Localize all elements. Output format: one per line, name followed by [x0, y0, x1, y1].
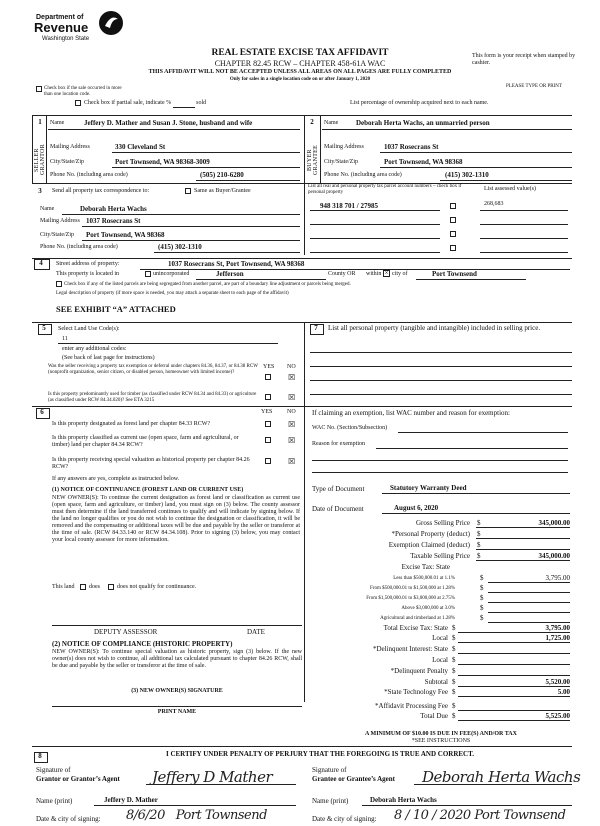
grantor-sig-label-1: Signature of: [36, 766, 71, 774]
grantor-date-label: Date & city of signing:: [36, 815, 101, 823]
corr-name[interactable]: Deborah Herta Wachs: [80, 205, 147, 213]
s6-question-1: Is this property designated as forest land per chapter 84.33 RCW?: [52, 421, 211, 427]
bracket-1-dollar: $: [480, 574, 484, 582]
subtotal-dollar: $: [452, 678, 456, 686]
unincorporated-checkbox[interactable]: [145, 271, 151, 277]
section-4-number: 4: [39, 259, 43, 267]
multi-location-label: Check box if the sale occurred in more than one location code.: [44, 86, 122, 97]
gross-value[interactable]: 345,000.00: [538, 519, 570, 527]
form-warning: THIS AFFIDAVIT WILL NOT BE ACCEPTED UNLESS ALL AREAS ON ALL PAGES ARE FULLY COMPLETED: [148, 69, 452, 75]
bracket-4-label: Above $3,000,000 at 3.0%: [401, 606, 455, 611]
notice-1-title: (1) NOTICE OF CONTINUANCE (FOREST LAND OR CURRENT USE): [52, 487, 244, 493]
personal-prop-checkbox-3[interactable]: [450, 231, 456, 237]
taxable-value[interactable]: 345,000.00: [538, 552, 570, 560]
subtotal-value[interactable]: 5,520.00: [545, 678, 570, 686]
see-instructions-note: *SEE INSTRUCTIONS: [411, 738, 471, 744]
additional-codes-label: enter any additional codes:: [62, 346, 127, 352]
agency-line2: Revenue: [34, 20, 89, 35]
local-dollar: $: [452, 634, 456, 642]
doc-type-label: Type of Document: [312, 485, 365, 493]
grantor-name-label: Name (print): [36, 797, 73, 805]
grantee-name[interactable]: Deborah Herta Wachs: [370, 796, 437, 804]
within-city-checkbox[interactable]: ×: [384, 269, 389, 277]
accounts-header: List all real and personal property tax parcel account numbers – check box if personal property: [308, 184, 462, 195]
personal-deduct-label: *Personal Property (deduct): [391, 530, 470, 538]
section-7-number: 7: [314, 324, 318, 332]
corr-city[interactable]: Port Townsend, WA 98368: [86, 231, 165, 239]
gross-dollar: $: [477, 519, 481, 527]
corr-mail-label: Mailing Address: [40, 218, 80, 224]
s5-question-1: Was the seller receiving a property tax exemption or deferral under chapters 84.36, 84.37, or 84.38 RCW (nonprofit organization, senior citizen, or disabled person, homeowner with limited income)?: [48, 364, 258, 375]
buyer-city-label: City/State/Zip: [324, 159, 358, 165]
total-state-value[interactable]: 3,795.00: [545, 624, 570, 632]
bracket-5-dollar: $: [480, 614, 484, 622]
tech-fee-label: *State Technology Fee: [384, 688, 448, 696]
total-due-dollar: $: [452, 712, 456, 720]
grantor-sig-label-2: Grantor or Grantor’s Agent: [36, 775, 120, 783]
s5-no-header: NO: [287, 364, 296, 370]
does-checkbox[interactable]: [80, 584, 86, 590]
assessed-value[interactable]: 268,683: [484, 201, 504, 207]
segregated-label: Check box if any of the listed parcels are being segregated from another parcel, are part of a boundary line adjustment or parcels being merged.: [64, 282, 351, 287]
tech-fee-value[interactable]: 5.00: [557, 688, 570, 696]
delinquent-local-label: Local: [432, 656, 448, 664]
receipt-note: This form is your receipt when stamped by cashier.: [472, 53, 576, 66]
bracket-1-value[interactable]: 3,795.00: [545, 574, 570, 582]
local-value[interactable]: 1,725.00: [545, 634, 570, 642]
reason-label: Reason for exemption: [312, 441, 365, 447]
buyer-name-label: Name: [324, 120, 339, 126]
ownership-note: List percentage of ownership acquired next to each name.: [350, 100, 489, 106]
partial-sale-checkbox[interactable]: [75, 100, 81, 106]
certify-text: I CERTIFY UNDER PENALTY OF PERJURY THAT THE FOREGOING IS TRUE AND CORRECT.: [165, 750, 474, 758]
seller-mail[interactable]: 330 Cleveland St: [115, 143, 166, 151]
legal-label: Legal description of property (if more space is needed, you may attach a separate sheet to each page of the affidavit): [56, 291, 289, 296]
land-use-label: Select Land Use Code(s):: [58, 326, 120, 332]
seller-city-label: City/State/Zip: [50, 159, 84, 165]
exemption-text: If claiming an exemption, list WAC number and reason for exemption:: [312, 409, 510, 417]
taxable-label: Taxable Selling Price: [410, 552, 470, 560]
please-type: PLEASE TYPE OR PRINT: [506, 84, 562, 89]
exemption-dollar: $: [477, 541, 481, 549]
s6-q3-yes[interactable]: [265, 458, 271, 464]
total-due-label: Total Due: [420, 712, 448, 720]
total-due-value[interactable]: 5,525.00: [545, 712, 570, 720]
subtotal-label: Subtotal: [424, 678, 448, 686]
grantee-sig-label-2: Grantee or Grantee’s Agent: [312, 775, 396, 783]
local-label: Local: [432, 634, 448, 642]
corr-name-label: Name: [40, 206, 55, 212]
agency-logo: [34, 8, 126, 48]
buyer-side-label: BUYER GRANTEE: [307, 144, 319, 176]
s5-q1-yes[interactable]: [265, 374, 271, 380]
s6-q2-yes[interactable]: [265, 437, 271, 443]
affidavit-fee-dollar: $: [452, 702, 456, 710]
s6-no-header: NO: [287, 409, 296, 415]
s6-q1-yes[interactable]: [265, 421, 271, 427]
agency-line1: Department of: [36, 14, 84, 21]
notice-2-body: NEW OWNER(S): To continue special valuation as historic property, sign (3) below. If the new owner(s) does not wish to continue, all additional tax calculated pursuant to chapter 84.26 RCW, shall be due and payable by the seller or transferor at the time of sale.: [52, 649, 302, 669]
gross-label: Gross Selling Price: [415, 519, 470, 527]
tech-fee-dollar: $: [452, 688, 456, 696]
seller-name[interactable]: Jeffery D. Mather and Susan J. Stone, husband and wife: [84, 119, 253, 127]
total-state-label: Total Excise Tax: State: [383, 624, 448, 632]
seller-city[interactable]: Port Townsend, WA 98368-3009: [115, 158, 210, 166]
s6-q2-no[interactable]: ☒: [288, 436, 296, 445]
property-city[interactable]: Port Townsend: [432, 270, 477, 278]
grantor-signature[interactable]: Jeffery D Mather: [152, 768, 273, 786]
section-6-number: 6: [40, 408, 44, 416]
grantee-signature[interactable]: Deborah Herta Wachs: [422, 768, 581, 786]
corr-phone-label: Phone No. (including area code): [40, 244, 118, 250]
correspondence-label: Send all property tax correspondence to:: [52, 188, 150, 194]
section-1-number: 1: [38, 118, 42, 126]
taxable-dollar: $: [477, 552, 481, 560]
grantee-date-label: Date & city of signing:: [312, 815, 377, 823]
bracket-3-label: From $1,500,000.01 to $3,000,000 at 2.75%: [366, 596, 455, 601]
same-as-buyer-label: Same as Buyer/Grantee: [194, 188, 251, 194]
personal-prop-checkbox-2[interactable]: [450, 217, 456, 223]
partial-sale-label: [84, 100, 206, 108]
does-not-checkbox[interactable]: [108, 584, 114, 590]
s6-yes-header: YES: [261, 409, 273, 415]
s5-q2-yes[interactable]: [265, 394, 271, 400]
s6-q1-no[interactable]: ☒: [288, 420, 296, 429]
located-in-label: This property is located in: [56, 271, 119, 277]
same-as-buyer-checkbox[interactable]: [185, 188, 191, 194]
s6-question-3: Is this property receiving special valuation as historical property per chapter 84.26 RCW?: [52, 457, 250, 470]
total-state-dollar: $: [452, 624, 456, 632]
personal-prop-checkbox-4[interactable]: [450, 245, 456, 251]
form-title: REAL ESTATE EXCISE TAX AFFIDAVIT: [211, 48, 389, 58]
seller-side-label: SELLER GRANTOR: [34, 144, 46, 176]
delinquent-interest-dollar: $: [452, 645, 456, 653]
seller-phone[interactable]: (505) 210-6280: [200, 171, 244, 179]
personal-prop-checkbox-1[interactable]: [450, 203, 456, 209]
buyer-phone-label: Phone No. (including area code): [324, 172, 402, 178]
county-label: County OR: [328, 271, 356, 277]
unincorporated-label: unincorporated: [153, 271, 190, 277]
does-not-label: does not qualify for continuance.: [117, 584, 197, 590]
wac-label: WAC No. (Section/Subsection): [312, 425, 388, 431]
does-label: does: [89, 584, 100, 590]
street-address[interactable]: 1037 Rosecrans St, Port Townsend, WA 98368: [168, 260, 305, 268]
minimum-due-note: A MINIMUM OF $10.00 IS DUE IN FEE(S) AND/OR TAX: [365, 731, 517, 737]
corr-mail[interactable]: 1037 Rosecrans St: [86, 217, 141, 225]
seller-mail-label: Mailing Address: [50, 144, 90, 150]
deputy-date-label: DATE: [247, 628, 265, 636]
segregated-checkbox[interactable]: [56, 281, 62, 287]
delinquent-interest-label: *Delinquent Interest: State: [372, 645, 448, 653]
parcel-number[interactable]: 948 318 701 / 27985: [320, 202, 378, 210]
doc-type[interactable]: Statutory Warranty Deed: [390, 484, 467, 492]
street-label: Street address of property:: [56, 261, 120, 267]
bracket-3-dollar: $: [480, 594, 484, 602]
s6-question-2: Is this property classified as current use (open space, farm and agricultural, or timber) land per chapter 84.34 RCW?: [52, 435, 239, 448]
buyer-mail[interactable]: 1037 Rosecrans St: [384, 143, 439, 151]
agency-line3: Washington State: [42, 36, 90, 42]
s6-q3-no[interactable]: ☒: [288, 457, 296, 466]
section-8-number: 8: [38, 752, 42, 760]
doc-date[interactable]: August 6, 2020: [394, 504, 439, 512]
grantee-date-city[interactable]: 8 / 10 / 2020 Port Townsend: [394, 808, 566, 823]
notice-3-signature: (3) NEW OWNER(S) SIGNATURE: [131, 688, 223, 694]
grantor-date-city[interactable]: 8/6/20 Port Townsend: [126, 808, 267, 823]
section-7-text: List all personal property (tangible and intangible) included in selling price.: [328, 324, 541, 332]
notice-1-body: NEW OWNER(S): To continue the current designation as forest land or classification as current use (open space, farm and agriculture, or timber) land, you must sign on (3) below. The county assessor must then determine if the land transferred continues to qualify and will indicate by signing below. If the land no longer qualifies or you do not wish to continue the designation or classification, it will be removed and the compensating or additional taxes will be due and payable by the seller or transferor at the time of sale. (RCW 84.33.140 or RCW 84.34.108). Prior to signing (3) below, you may contact your local county assessor for more information.: [52, 495, 300, 543]
delinquent-penalty-dollar: $: [452, 667, 456, 675]
bracket-1-label: Less than $500,000.01 at 1.1%: [393, 576, 455, 581]
section-3-number: 3: [38, 187, 42, 195]
bracket-2-label: From $500,000.01 to $1,500,000 at 1.28%: [370, 586, 455, 591]
buyer-mail-label: Mailing Address: [324, 144, 364, 150]
section-2-number: 2: [310, 118, 314, 126]
revenue-logo-icon: [98, 10, 124, 36]
county-name[interactable]: Jefferson: [216, 270, 244, 278]
print-name-label: PRINT NAME: [157, 709, 197, 715]
this-land-label: This land: [52, 584, 75, 590]
partial-sale-suffix: sold: [196, 100, 207, 106]
affidavit-fee-label: *Affidavit Processing Fee: [375, 702, 448, 710]
assessed-header: List assessed value(s): [484, 186, 536, 192]
s5-yes-header: YES: [263, 364, 275, 370]
partial-sale-percent[interactable]: [173, 100, 195, 108]
grantee-sig-label-1: Signature of: [312, 766, 347, 774]
buyer-city[interactable]: Port Townsend, WA 98368: [384, 158, 463, 166]
delinquent-local-dollar: $: [452, 656, 456, 664]
seller-phone-label: Phone No. (including area code): [50, 172, 128, 178]
s5-question-2: Is this property predominantly used for timber (as classified under RCW 84.34 and 84.33) or agriculture (as classified under RCW 84.34.020)? See ETA 3215: [48, 392, 257, 403]
grantor-name[interactable]: Jeffery D. Mather: [104, 796, 158, 804]
see-back-label: (See back of last page for instructions): [62, 355, 155, 361]
section-5-number: 5: [42, 324, 46, 332]
buyer-phone[interactable]: (415) 302-1310: [445, 171, 489, 179]
partial-sale-prefix: Check box if partial sale, indicate %: [84, 100, 172, 106]
bracket-4-dollar: $: [480, 604, 484, 612]
city-of-label: city of: [392, 271, 408, 277]
land-use-code[interactable]: 11: [62, 336, 68, 342]
delinquent-penalty-label: *Delinquent Penalty: [390, 667, 448, 675]
excise-state-header: Excise Tax: State: [401, 563, 450, 571]
buyer-name[interactable]: Deborah Herta Wachs, an unmarried person: [356, 119, 490, 127]
bracket-5-label: Agricultural and timberland at 1.28%: [380, 616, 455, 621]
exemption-deduct-label: Exemption Claimed (deduct): [388, 541, 470, 549]
seller-name-label: Name: [50, 120, 65, 126]
form-chapter: CHAPTER 82.45 RCW – CHAPTER 458-61A WAC: [214, 59, 386, 68]
grantee-name-label: Name (print): [312, 797, 349, 805]
exhibit-reference: SEE EXHIBIT “A” ATTACHED: [56, 304, 176, 314]
bracket-2-dollar: $: [480, 584, 484, 592]
within-label: within: [366, 271, 382, 277]
s5-q1-no[interactable]: ☒: [288, 373, 296, 382]
multi-location-checkbox[interactable]: [36, 86, 42, 92]
deputy-assessor-label: DEPUTY ASSESSOR: [94, 628, 158, 636]
s6-if-yes: If any answers are yes, complete as instructed below.: [52, 476, 180, 482]
s5-q2-no[interactable]: ☒: [288, 393, 296, 402]
personal-dollar: $: [477, 530, 481, 538]
form-only-for: Only for sales in a single location code on or after January 1, 2020: [229, 77, 371, 82]
doc-date-label: Date of Document: [312, 505, 364, 513]
notice-2-title: (2) NOTICE OF COMPLIANCE (HISTORIC PROPERTY): [52, 640, 233, 648]
corr-city-label: City/State/Zip: [40, 232, 74, 238]
corr-phone[interactable]: (415) 302-1310: [158, 243, 202, 251]
